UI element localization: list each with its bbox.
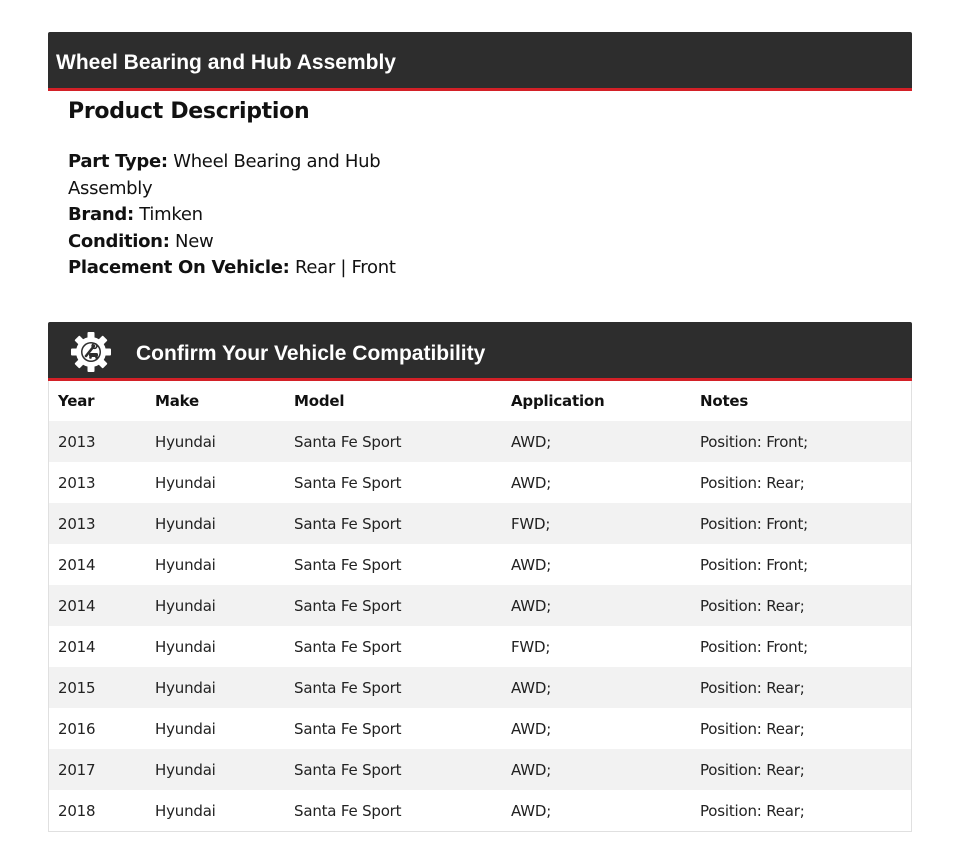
cell-make: Hyundai	[155, 555, 216, 574]
cell-year: 2014	[58, 555, 96, 574]
cell-notes: Position: Front;	[700, 555, 809, 574]
spec-part-type	[68, 149, 408, 202]
cell-make: Hyundai	[155, 514, 216, 533]
table-header-row	[49, 381, 911, 421]
cell-notes: Position: Rear;	[700, 801, 805, 820]
spec-value: Timken	[139, 204, 203, 225]
cell-application: AWD;	[511, 719, 552, 738]
table-row	[49, 626, 911, 667]
cell-make: Hyundai	[155, 432, 216, 451]
cell-make: Hyundai	[155, 678, 216, 697]
cell-application: AWD;	[511, 596, 552, 615]
cell-application: AWD;	[511, 801, 552, 820]
spec-label: Brand:	[68, 204, 134, 225]
spec-brand	[68, 202, 408, 229]
cell-application: FWD;	[511, 637, 551, 656]
cell-application: AWD;	[511, 760, 552, 779]
spec-label: Condition:	[68, 230, 170, 252]
cell-year: 2016	[58, 719, 96, 738]
column-header-make: Make	[155, 392, 199, 410]
cell-application: AWD;	[511, 473, 552, 492]
cell-model: Santa Fe Sport	[294, 432, 402, 451]
product-title-bar	[48, 32, 912, 91]
cell-model: Santa Fe Sport	[294, 596, 402, 615]
column-header-notes: Notes	[700, 392, 749, 410]
cell-year: 2017	[58, 760, 96, 779]
spec-label: Placement On Vehicle:	[68, 257, 290, 278]
cell-make: Hyundai	[155, 719, 216, 738]
cell-notes: Position: Rear;	[700, 596, 805, 615]
cell-notes: Position: Front;	[700, 637, 809, 656]
table-row	[49, 503, 911, 544]
cell-application: AWD;	[511, 678, 552, 697]
cell-notes: Position: Rear;	[700, 760, 805, 779]
cell-make: Hyundai	[155, 760, 216, 779]
column-header-year: Year	[58, 392, 95, 410]
cell-year: 2018	[58, 801, 96, 820]
product-description-heading: Product Description	[68, 99, 310, 124]
product-description	[68, 96, 408, 282]
cell-year: 2013	[58, 514, 96, 533]
cell-notes: Position: Rear;	[700, 678, 805, 697]
cell-year: 2015	[58, 678, 96, 697]
cell-application: FWD;	[511, 514, 551, 533]
cell-model: Santa Fe Sport	[294, 514, 402, 533]
cell-model: Santa Fe Sport	[294, 801, 402, 820]
compatibility-title: Confirm Your Vehicle Compatibility	[136, 342, 486, 365]
cell-model: Santa Fe Sport	[294, 678, 402, 697]
cell-model: Santa Fe Sport	[294, 637, 402, 656]
cell-notes: Position: Front;	[700, 432, 809, 451]
cell-model: Santa Fe Sport	[294, 473, 402, 492]
cell-application: AWD;	[511, 432, 552, 451]
cell-year: 2014	[58, 596, 96, 615]
table-row	[49, 749, 911, 790]
cell-year: 2013	[58, 432, 96, 451]
table-row	[49, 708, 911, 749]
spec-value: Rear | Front	[294, 257, 396, 278]
cell-model: Santa Fe Sport	[294, 760, 402, 779]
cell-year: 2013	[58, 473, 96, 492]
cell-notes: Position: Rear;	[700, 473, 805, 492]
cell-make: Hyundai	[155, 801, 216, 820]
cell-notes: Position: Front;	[700, 514, 809, 533]
spec-condition	[68, 229, 408, 256]
product-title: Wheel Bearing and Hub Assembly	[56, 51, 396, 74]
compatibility-header-bar	[48, 322, 912, 381]
cell-make: Hyundai	[155, 637, 216, 656]
column-header-model: Model	[294, 392, 345, 410]
spec-value: Wheel Bearing and Hub Assembly	[68, 151, 381, 199]
spec-placement	[68, 255, 408, 282]
cell-make: Hyundai	[155, 596, 216, 615]
table-row	[49, 667, 911, 708]
table-row	[49, 544, 911, 585]
compatibility-table-container	[48, 381, 912, 832]
column-header-application: Application	[511, 392, 605, 410]
compatibility-table	[49, 381, 911, 831]
spec-list	[68, 149, 408, 282]
cell-make: Hyundai	[155, 473, 216, 492]
cell-application: AWD;	[511, 555, 552, 574]
table-row	[49, 790, 911, 831]
spec-label: Part Type:	[68, 151, 168, 172]
cell-notes: Position: Rear;	[700, 719, 805, 738]
cell-model: Santa Fe Sport	[294, 555, 402, 574]
table-row	[49, 421, 911, 462]
gear-car-icon	[70, 331, 112, 373]
cell-year: 2014	[58, 637, 96, 656]
cell-model: Santa Fe Sport	[294, 719, 402, 738]
table-row	[49, 462, 911, 503]
spec-value: New	[175, 230, 214, 252]
table-row	[49, 585, 911, 626]
